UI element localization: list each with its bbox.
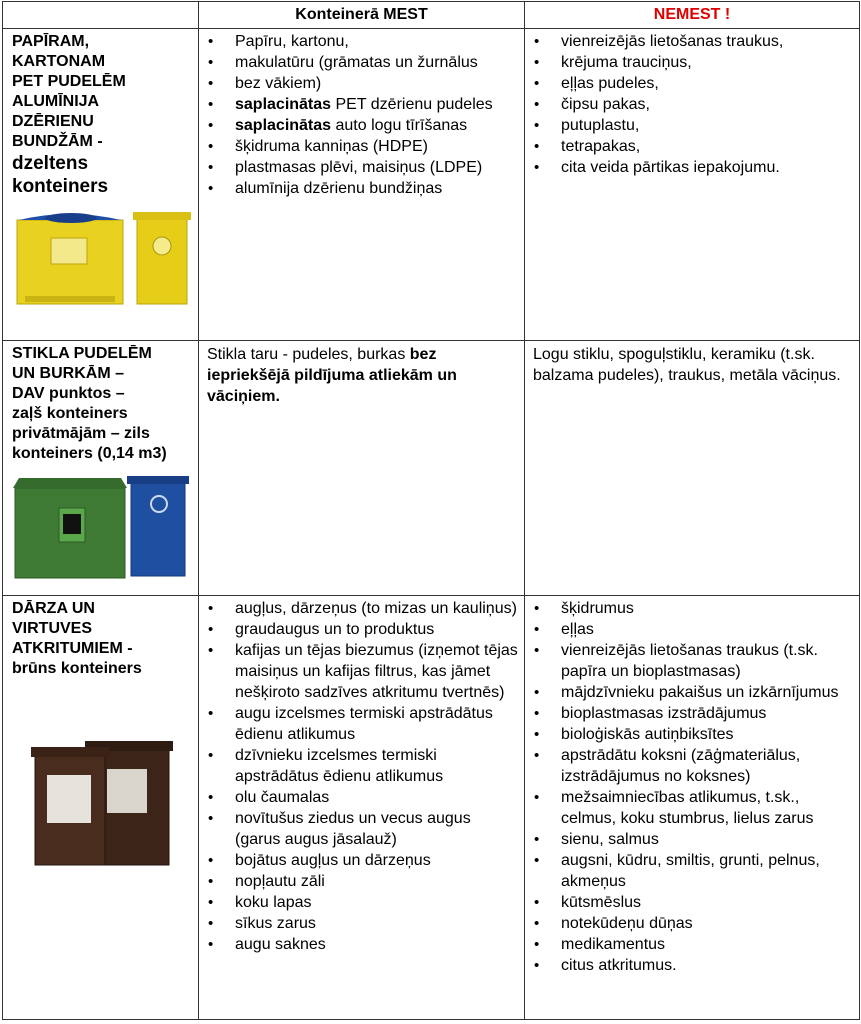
list-item: • vienreizējās lietošanas traukus,	[525, 31, 855, 52]
list-item: • makulatūru (grāmatas un žurnālus	[199, 52, 520, 73]
nemest-cell	[525, 596, 860, 1020]
list-item: • nopļautu zāli	[199, 871, 520, 892]
list-item: • notekūdeņu dūņas	[525, 913, 855, 934]
header-mest: Konteinerā MEST	[199, 2, 525, 29]
header-nemest: NEMEST !	[525, 2, 860, 29]
list-item: • graudaugus un to produktus	[199, 619, 520, 640]
category-cell	[3, 341, 199, 596]
list-item: • saplacinātas auto logu tīrīšanas	[199, 115, 520, 136]
list-item: • medikamentus	[525, 934, 855, 955]
mest-text: Stikla taru - pudeles, burkas bez iepriekšējā pildījuma atliekām un vāciņiem.	[207, 346, 457, 405]
row-yellow	[3, 29, 860, 341]
list-item: • bez vākiem)	[199, 73, 520, 94]
list-item: • tetrapakas,	[525, 136, 855, 157]
nemest-list	[525, 596, 859, 976]
list-item: • eļļas pudeles,	[525, 73, 855, 94]
category-cell	[3, 29, 199, 341]
mest-list	[199, 596, 524, 955]
list-item: • kūtsmēslus	[525, 892, 855, 913]
list-item: • plastmasas plēvi, maisiņus (LDPE)	[199, 157, 520, 178]
nemest-text: Logu stiklu, spoguļstiklu, keramiku (t.sk. balzama pudeles), traukus, metāla vāciņus.	[533, 346, 841, 384]
list-item: • vienreizējās lietošanas traukus (t.sk. papīra un bioplastmasas)	[525, 640, 855, 682]
list-item: • bioplastmasas izstrādājumus	[525, 703, 855, 724]
list-item: • sīkus zarus	[199, 913, 520, 934]
list-item: • olu čaumalas	[199, 787, 520, 808]
list-item: • šķidruma kanniņas (HDPE)	[199, 136, 520, 157]
list-item: • novītušus ziedus un vecus augus (garus augus jāsalauž)	[199, 808, 520, 850]
list-item: • dzīvnieku izcelsmes termiski apstrādātus ēdienu atlikumus	[199, 745, 520, 787]
category-text: DĀRZA UN VIRTUVES ATKRITUMIEM - brūns konteiners	[12, 600, 142, 677]
yellow-containers-image	[13, 206, 198, 311]
list-item: • augu saknes	[199, 934, 520, 955]
list-item: • kafijas un tējas biezumus (izņemot tējas maisiņus un kafijas filtrus, kas jāmet nešķiroto sadzīves atkritumu tvertnēs)	[199, 640, 520, 703]
list-item: • šķidrumus	[525, 598, 855, 619]
list-item: • Papīru, kartonu,	[199, 31, 520, 52]
mest-list	[199, 29, 524, 199]
list-item: • čipsu pakas,	[525, 94, 855, 115]
mest-cell	[199, 596, 525, 1020]
list-item: • bioloģiskās autiņbiksītes	[525, 724, 855, 745]
list-item: • apstrādātu koksni (zāģmateriālus, izstrādājumus no koksnes)	[525, 745, 855, 787]
nemest-list	[525, 29, 859, 178]
category-text: STIKLA PUDELĒM UN BURKĀM – DAV punktos – zaļš konteiners privātmājām – zils konteiners (0,14 m3)	[12, 345, 167, 462]
list-item: • mājdzīvnieku pakaišus un izkārnījumus	[525, 682, 855, 703]
row-glass	[3, 341, 860, 596]
nemest-cell	[525, 341, 860, 596]
mest-cell	[199, 341, 525, 596]
list-item: • koku lapas	[199, 892, 520, 913]
nemest-cell	[525, 29, 860, 341]
list-item: • putuplastu,	[525, 115, 855, 136]
row-garden	[3, 596, 860, 1020]
category-text: PAPĪRAM, KARTONAM PET PUDELĒM ALUMĪNIJA DZĒRIENU BUNDŽĀM - dzeltens konteiners	[12, 33, 126, 197]
list-item: • augu izcelsmes termiski apstrādātus ēdienu atlikumus	[199, 703, 520, 745]
header-row	[3, 2, 860, 29]
brown-containers-image	[31, 739, 198, 874]
list-item: • saplacinātas PET dzērienu pudeles	[199, 94, 520, 115]
list-item: • bojātus augļus un dārzeņus	[199, 850, 520, 871]
list-item: • krējuma trauciņus,	[525, 52, 855, 73]
waste-sorting-table	[2, 1, 860, 1020]
list-item: • eļļas	[525, 619, 855, 640]
header-category	[3, 2, 199, 29]
green-blue-containers-image	[13, 472, 198, 587]
list-item: • augsni, kūdru, smiltis, grunti, pelnus, akmeņus	[525, 850, 855, 892]
list-item: • citus atkritumus.	[525, 955, 855, 976]
list-item: • sienu, salmus	[525, 829, 855, 850]
list-item: • mežsaimniecības atlikumus, t.sk., celmus, koku stumbrus, lielus zarus	[525, 787, 855, 829]
mest-cell	[199, 29, 525, 341]
list-item: • alumīnija dzērienu bundžiņas	[199, 178, 520, 199]
list-item: • cita veida pārtikas iepakojumu.	[525, 157, 855, 178]
category-cell	[3, 596, 199, 1020]
list-item: • augļus, dārzeņus (to mizas un kauliņus)	[199, 598, 520, 619]
